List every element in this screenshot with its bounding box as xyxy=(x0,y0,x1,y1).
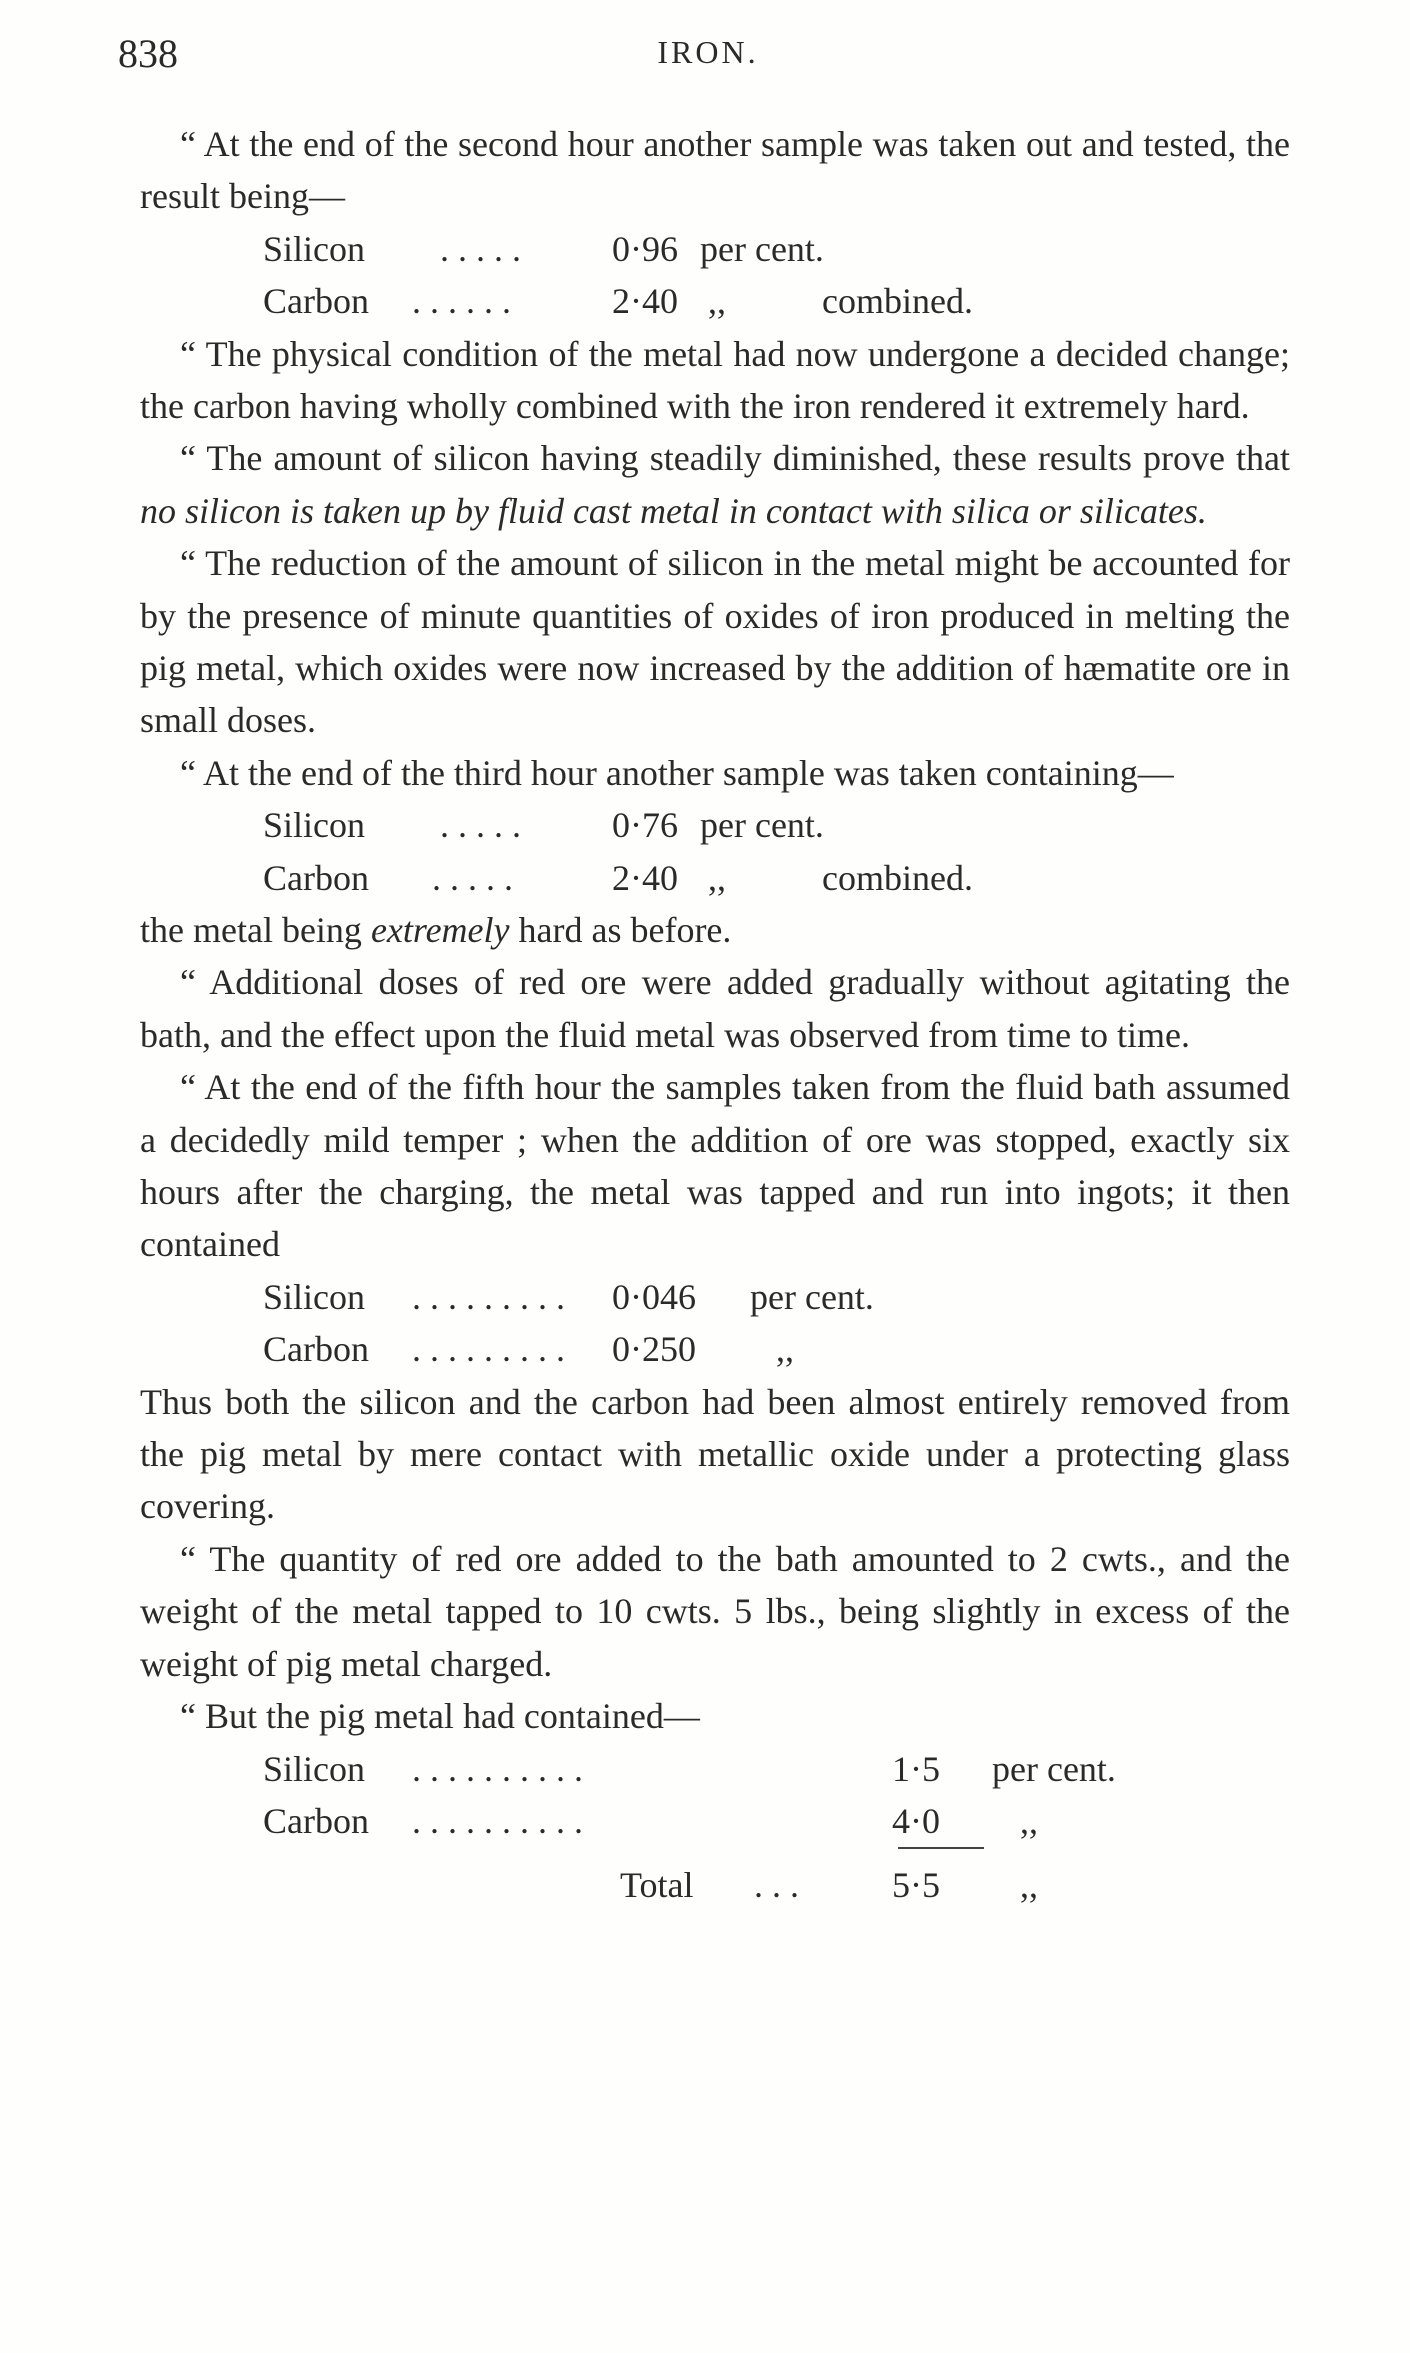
element-label: Silicon xyxy=(263,228,366,269)
paragraph: “ At the end of the third hour another sample was taken containing— xyxy=(180,752,1174,793)
leader-dots: . . . . . xyxy=(440,228,521,269)
element-label: Carbon xyxy=(263,281,369,322)
unit: per cent. xyxy=(700,228,824,269)
page-header xyxy=(118,30,1298,90)
leader-dots: . . . . . xyxy=(440,805,521,846)
unit: ,, xyxy=(776,1329,794,1370)
page-number: 838 xyxy=(118,31,178,76)
unit: per cent. xyxy=(992,1748,1116,1789)
table-row xyxy=(140,1271,1290,1323)
analysis-table-pig-metal xyxy=(140,1743,1290,1916)
value: 0·046 xyxy=(612,1276,696,1317)
paragraph: Thus both the silicon and the carbon had been almost entirely removed from the pig metal by mere contact with metallic oxide under a protecting glass covering. xyxy=(140,1381,1290,1527)
paragraph: “ Additional doses of red ore were added gradually without agitating the bath, and the effect upon the fluid metal was observed from time to time. xyxy=(140,962,1290,1055)
analysis-table-third-hour xyxy=(140,799,1290,904)
note: combined. xyxy=(822,857,973,898)
unit: ,, xyxy=(708,281,726,322)
body-text xyxy=(140,118,1290,1915)
table-row xyxy=(140,1323,1290,1375)
total-value: 5·5 xyxy=(892,1865,940,1906)
value: 2·40 xyxy=(612,281,678,322)
paragraph: “ But the pig metal had contained— xyxy=(180,1696,700,1737)
paragraph: “ The reduction of the amount of silicon in the metal might be accounted for by the presence of minute quantities of oxides of iron produced in melting the pig metal, which oxides were now increased by the addition of hæmatite ore in small doses. xyxy=(140,543,1290,741)
unit: ,, xyxy=(1020,1865,1038,1906)
element-label: Carbon xyxy=(263,857,369,898)
unit: per cent. xyxy=(700,805,824,846)
leader-dots: . . . . . . . . . xyxy=(412,1329,565,1370)
leader-dots: . . . . . . xyxy=(412,281,511,322)
element-label: Carbon xyxy=(263,1329,369,1370)
paragraph: “ The physical condition of the metal had now undergone a decided change; the carbon having wholly combined with the iron rendered it extremely hard. xyxy=(140,333,1290,426)
paragraph: the metal being extremely hard as before. xyxy=(140,910,732,951)
analysis-table-second-hour xyxy=(140,223,1290,328)
leader-dots: . . . . . xyxy=(432,857,513,898)
value: 0·76 xyxy=(612,805,678,846)
value: 0·96 xyxy=(612,228,678,269)
paragraph: “ The amount of silicon having steadily diminished, these results prove that no silicon is taken up by fluid cast metal in contact with silica or silicates. xyxy=(140,438,1290,531)
value: 4·0 xyxy=(892,1800,940,1841)
leader-dots: . . . xyxy=(754,1865,799,1906)
unit: ,, xyxy=(1020,1800,1038,1841)
emphasis: no silicon is taken up by fluid cast metal in contact with silica or silicates. xyxy=(140,490,1207,531)
element-label: Silicon xyxy=(263,1748,366,1789)
sum-rule xyxy=(140,1847,1290,1855)
table-row xyxy=(140,223,1290,275)
unit: ,, xyxy=(708,857,726,898)
leader-dots: . . . . . . . . . . xyxy=(412,1800,583,1841)
element-label: Carbon xyxy=(263,1800,369,1841)
table-row xyxy=(140,1795,1290,1847)
emphasis: extremely xyxy=(370,910,510,951)
total-row xyxy=(140,1855,1290,1915)
total-label: Total xyxy=(620,1865,694,1906)
paragraph: “ At the end of the second hour another sample was taken out and tested, the result being— xyxy=(140,124,1290,217)
table-row xyxy=(140,799,1290,851)
table-row xyxy=(140,1743,1290,1795)
note: combined. xyxy=(822,281,973,322)
running-title: IRON. xyxy=(657,34,759,70)
value: 1·5 xyxy=(892,1748,940,1789)
element-label: Silicon xyxy=(263,805,366,846)
table-row xyxy=(140,852,1290,904)
leader-dots: . . . . . . . . . xyxy=(412,1276,565,1317)
paragraph: “ At the end of the fifth hour the samples taken from the fluid bath assumed a decidedly mild temper ; when the addition of ore was stopped, exactly six hours after the charging, the metal was tapped and run into ingots; it then contained xyxy=(140,1067,1290,1265)
analysis-table-ingots xyxy=(140,1271,1290,1376)
value: 0·250 xyxy=(612,1329,696,1370)
unit: per cent. xyxy=(750,1276,874,1317)
paragraph: “ The quantity of red ore added to the bath amounted to 2 cwts., and the weight of the metal tapped to 10 cwts. 5 lbs., being slightly in excess of the weight of pig metal charged. xyxy=(140,1538,1290,1684)
table-row xyxy=(140,275,1290,327)
value: 2·40 xyxy=(612,857,678,898)
element-label: Silicon xyxy=(263,1276,366,1317)
sum-line xyxy=(898,1847,984,1849)
leader-dots: . . . . . . . . . . xyxy=(412,1748,583,1789)
